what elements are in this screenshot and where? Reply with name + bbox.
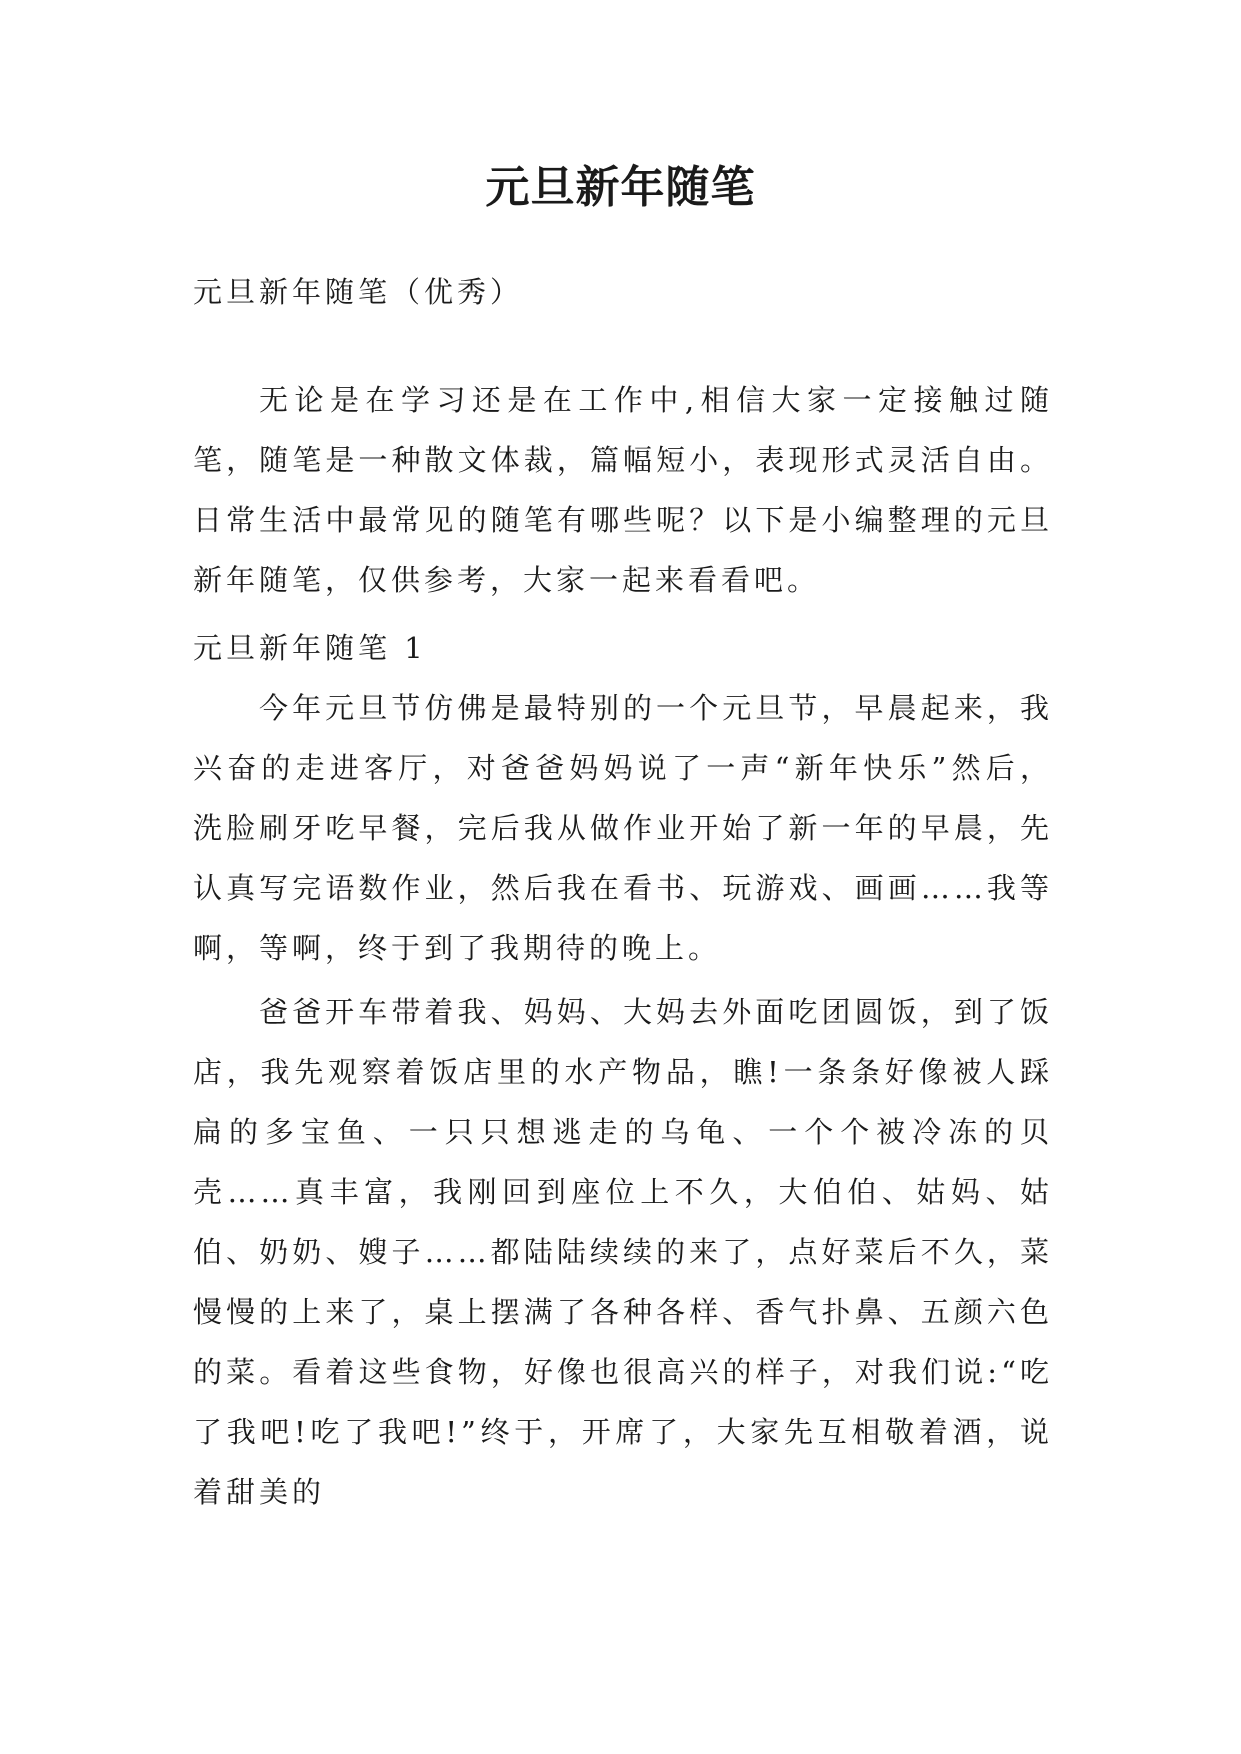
intro-block	[193, 370, 1053, 610]
subtitle-block	[193, 262, 1053, 322]
section-heading: 元旦新年随笔 1	[193, 631, 427, 665]
section-block	[193, 618, 1053, 978]
intro-paragraph: 无论是在学习还是在工作中,相信大家一定接触过随笔，随笔是一种散文体裁，篇幅短小，表现形式灵活自由。日常生活中最常见的随笔有哪些呢？以下是小编整理的元旦新年随笔，仅供参考，大家一起来看看吧。	[193, 383, 1053, 597]
body-paragraph-2: 爸爸开车带着我、妈妈、大妈去外面吃团圆饭，到了饭店，我先观察着饭店里的水产物品，瞧!一条条好像被人踩扁的多宝鱼、一只只想逃走的乌龟、一个个被冷冻的贝壳……真丰富，我刚回到座位上不久，大伯伯、姑妈、姑伯、奶奶、嫂子……都陆陆续续的来了，点好菜后不久，菜慢慢的上来了，桌上摆满了各种各样、香气扑鼻、五颜六色的菜。看着这些食物，好像也很高兴的样子，对我们说:“吃了我吧!吃了我吧!”终于，开席了，大家先互相敬着酒，说着甜美的	[193, 995, 1053, 1509]
document-title: 元旦新年随笔	[485, 162, 756, 213]
section-block-2	[193, 982, 1053, 1522]
body-paragraph-1: 今年元旦节仿佛是最特别的一个元旦节，早晨起来，我兴奋的走进客厅，对爸爸妈妈说了一声“新年快乐”然后，洗脸刷牙吃早餐，完后我从做作业开始了新一年的早晨，先认真写完语数作业，然后我在看书、玩游戏、画画……我等啊，等啊，终于到了我期待的晚上。	[193, 691, 1053, 965]
document-subtitle: 元旦新年随笔（优秀）	[193, 275, 524, 309]
